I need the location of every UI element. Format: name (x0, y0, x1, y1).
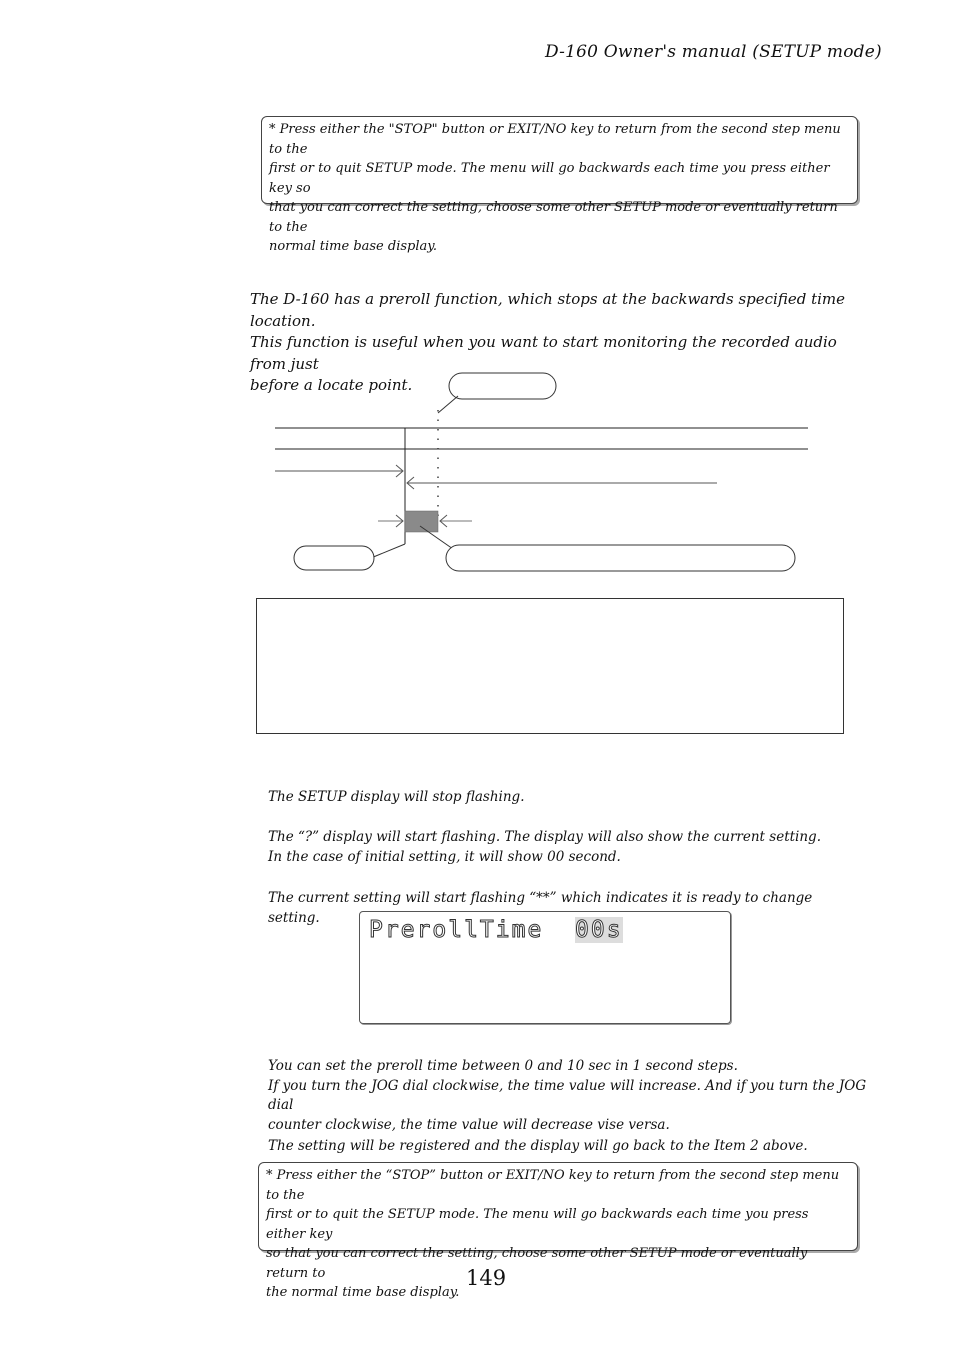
lcd-display (359, 911, 731, 1024)
note-box-top (261, 116, 858, 254)
note-line: * Press either the “STOP” button or EXIT/NO key to return from the second step menu to the (266, 1168, 840, 1203)
step-line: The “?” display will start flashing. The display will also show the current setting. (268, 829, 821, 845)
lcd-text (369, 917, 623, 943)
callout-bubble-right (446, 545, 795, 571)
step-line: In the case of initial setting, it will show 00 second. (268, 848, 621, 865)
callout-bubble-top (449, 373, 556, 399)
step-line: You can set the preroll time between 0 and 10 sec in 1 second steps. (268, 1058, 738, 1074)
page-number: 149 (466, 1266, 507, 1290)
note-line: first or to quit SETUP mode. The menu will go backwards each time you press either key so (269, 161, 830, 196)
note-line: first or to quit the SETUP mode. The menu will go backwards each time you press either key (266, 1207, 809, 1242)
callout-pointer-left (371, 544, 405, 558)
lcd-value: 00s (575, 917, 623, 943)
note-line: * Press either the "STOP" button or EXIT/NO key to return from the second step menu to the (269, 122, 841, 157)
step-2-text (268, 828, 868, 867)
intro-line: This function is useful when you want to start monitoring the recorded audio from just (250, 333, 837, 373)
intro-line: The D-160 has a preroll function, which stops at the backwards specified time location. (250, 290, 846, 330)
callout-pointer-top (438, 396, 458, 413)
note-line: normal time base display. (269, 239, 438, 254)
step-3-text: The current setting will start flashing “**” which indicates it is ready to change setting. (268, 890, 813, 926)
page-header: D-160 Owner's manual (SETUP mode) (545, 42, 882, 62)
step-1-text: The SETUP display will stop flashing. (268, 789, 525, 805)
preroll-diagram (270, 368, 815, 578)
step-5-text: The setting will be registered and the display will go back to the Item 2 above. (268, 1138, 808, 1154)
intro-line: before a locate point. (250, 376, 413, 394)
step-4-text (268, 1057, 868, 1135)
instruction-box (256, 598, 844, 734)
step-line: counter clockwise, the time value will decrease vise versa. (268, 1116, 670, 1133)
callout-bubble-left (294, 546, 374, 570)
step-line: If you turn the JOG dial clockwise, the time value will increase. And if you turn the JOG dial (268, 1077, 867, 1113)
note-line: so that you can correct the setting, choose some other SETUP mode or eventually return to (266, 1246, 808, 1281)
note-line: that you can correct the setting, choose some other SETUP mode or eventually return to the (269, 200, 838, 235)
note-line: the normal time base display. (266, 1285, 460, 1300)
preroll-shaded-block (405, 511, 438, 532)
lcd-label: PrerollTime (369, 917, 560, 943)
